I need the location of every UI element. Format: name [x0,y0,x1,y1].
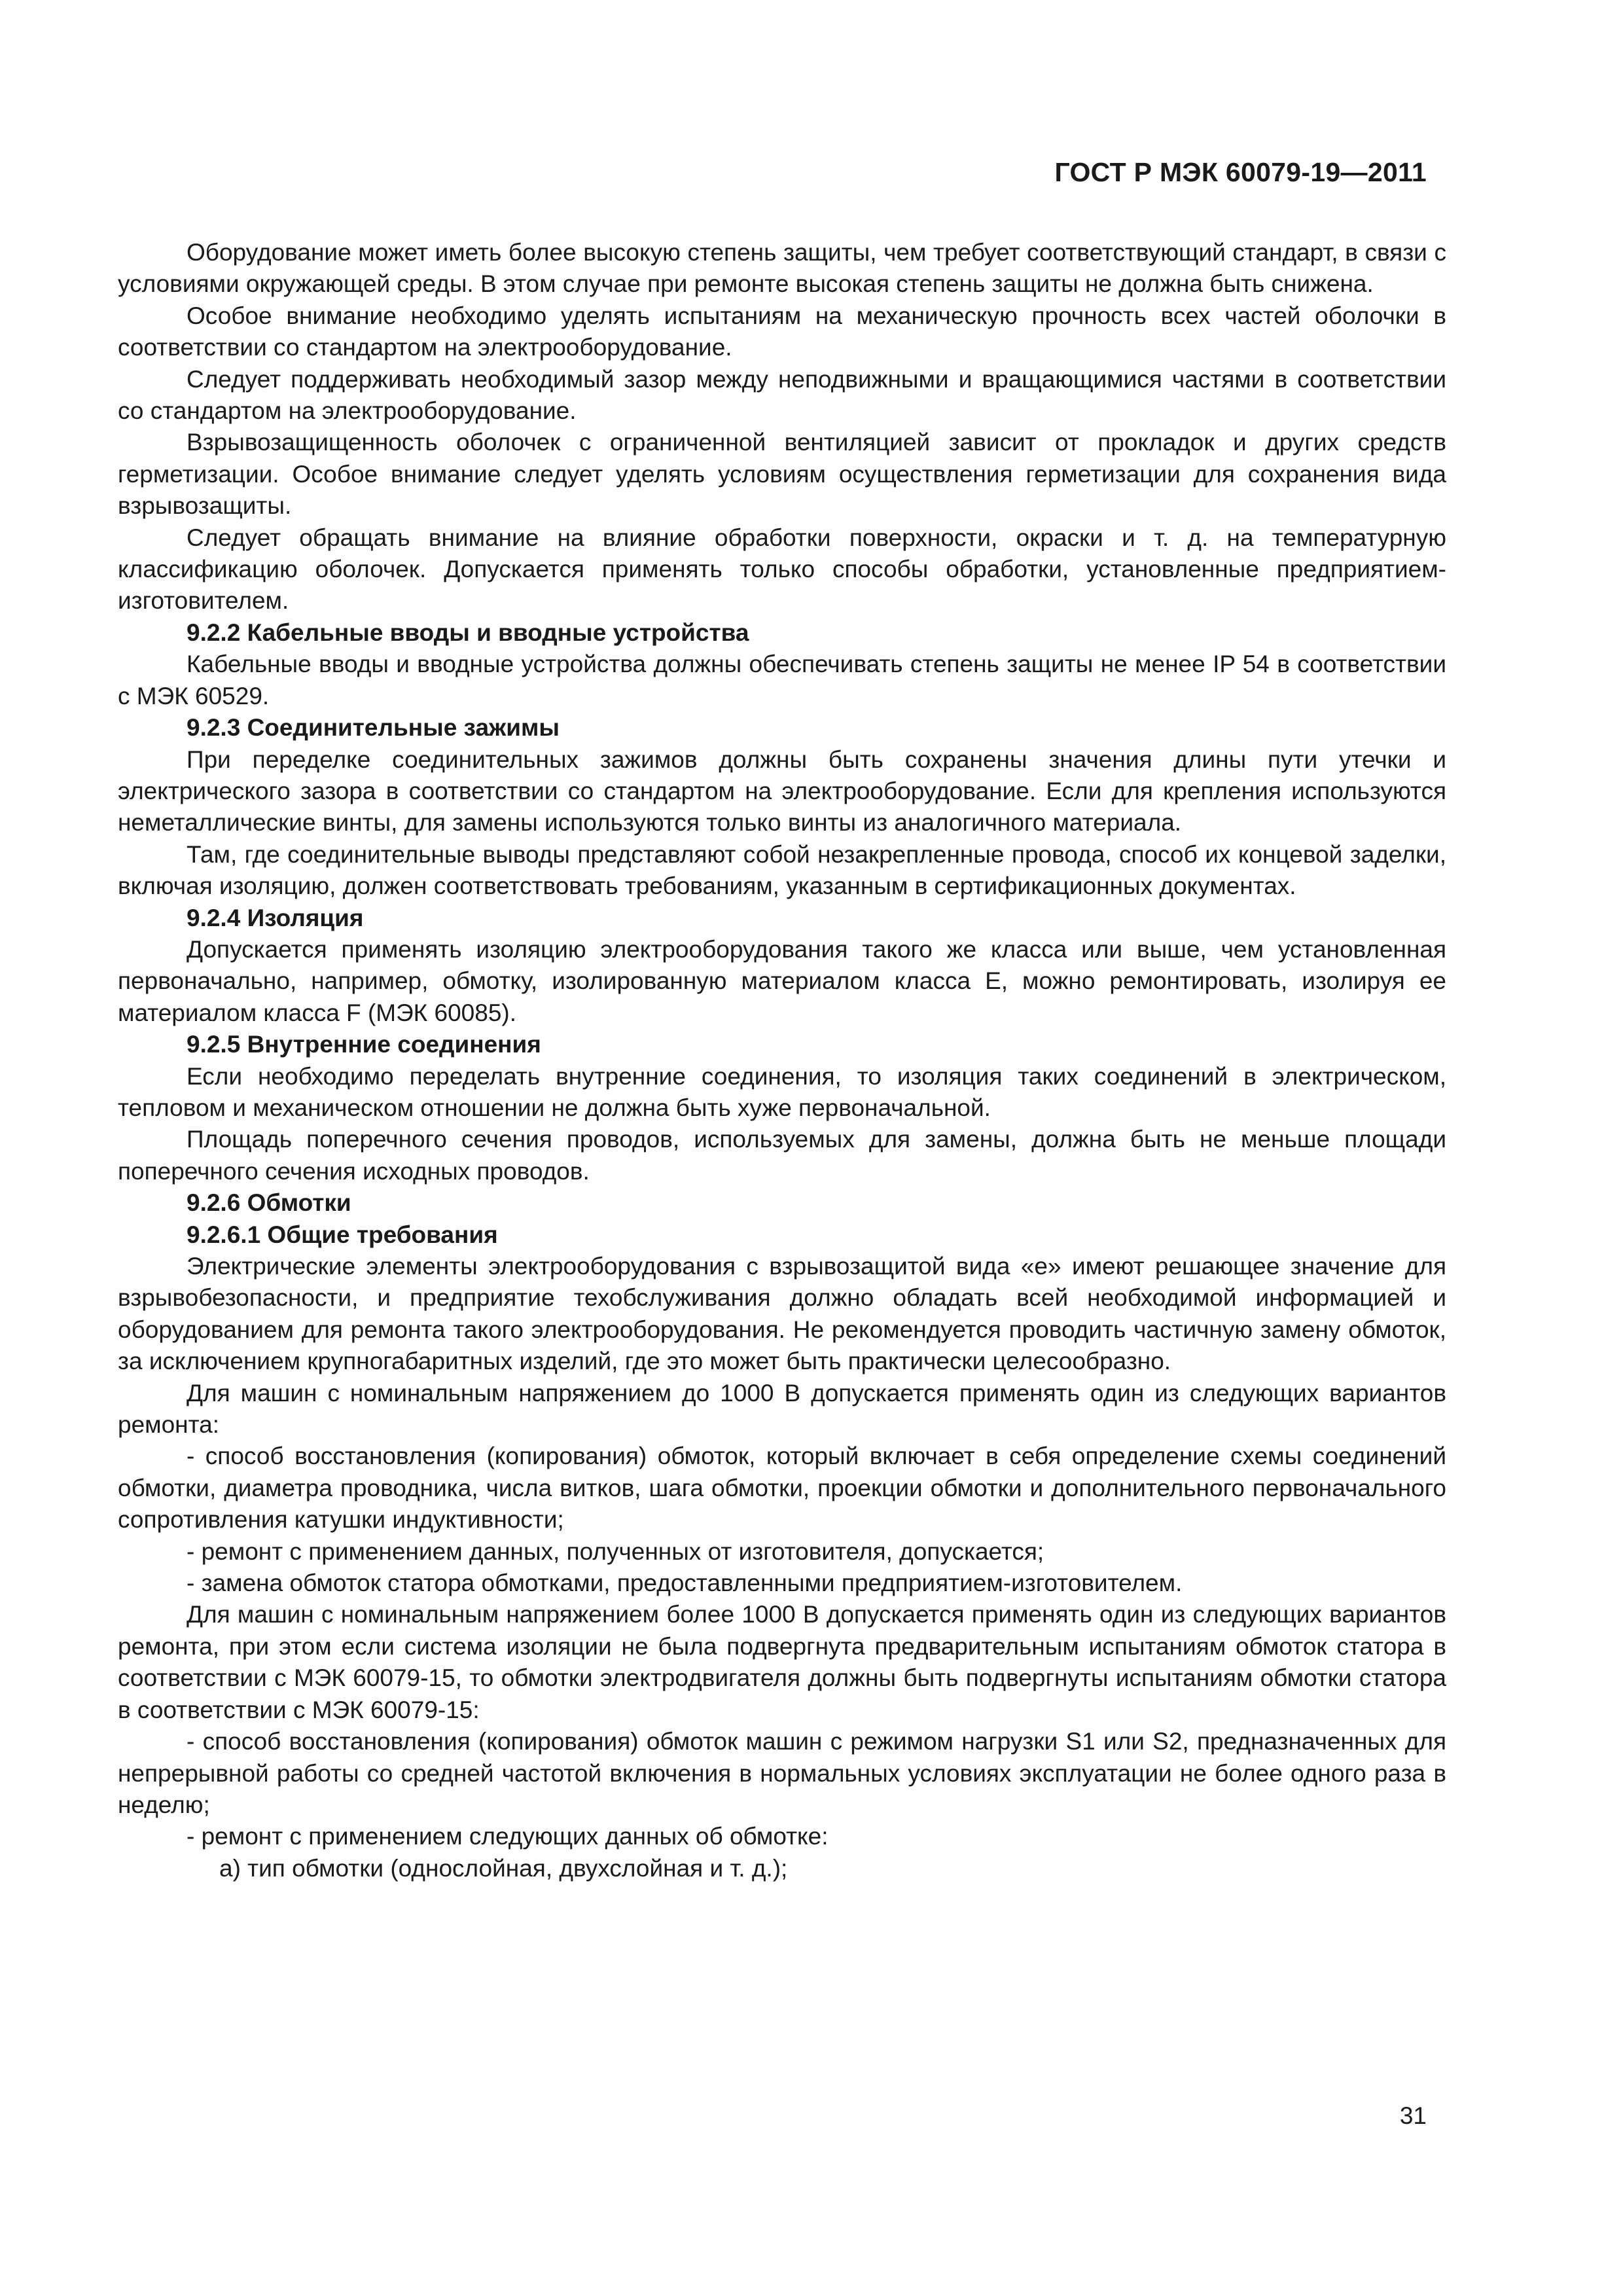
document-header: ГОСТ Р МЭК 60079-19—2011 [1054,157,1427,187]
list-subitem: а) тип обмотки (однослойная, двухслойная и т. д.); [219,1854,788,1882]
paragraph: Оборудование может иметь более высокую степень защиты, чем требует соответствующий стандарт, в связи с условиями окружающей среды. В этом случае при ремонте высокая степень защиты не должна быть снижена. [118,239,1446,298]
paragraph: Площадь поперечного сечения проводов, используемых для замены, должна быть не меньше площади поперечного сечения исходных проводов. [118,1126,1446,1185]
page-number: 31 [1399,2102,1427,2129]
list-item: - ремонт с применением следующих данных об обмотке: [187,1823,829,1850]
paragraph: Допускается применять изоляцию электрооборудования такого же класса или выше, чем установленная первоначально, например, обмотку, изолированную материалом класса Е, можно ремонтировать, изолируя ее материалом класса F (МЭК 60085). [118,935,1446,1026]
paragraph: Для машин с номинальным напряжением более 1000 В допускается применять один из следующих вариантов ремонта, при этом если система изоляции не была подвергнута предварительным испытаниям обмоток статора в соответствии с МЭК 60079-15, то обмотки электродвигателя должны быть подвергнуты испытаниям обмотки статора в соответствии с МЭК 60079-15: [118,1601,1446,1723]
paragraph: При переделке соединительных зажимов должны быть сохранены значения длины пути утечки и электрического зазора в соответствии со стандартом на электрооборудование. Если для крепления используются неметаллические винты, для замены используются только винты из аналогичного материала. [118,745,1446,836]
list-item: - ремонт с применением данных, полученных от изготовителя, допускается; [187,1537,1044,1565]
paragraph: Взрывозащищенность оболочек с ограниченной вентиляцией зависит от прокладок и других средств герметизации. Особое внимание следует уделять условиям осуществления герметизации для сохранения вида взрывозащиты. [118,429,1446,520]
paragraph: Если необходимо переделать внутренние соединения, то изоляция таких соединений в электрическом, тепловом и механическом отношении не должна быть хуже первоначальной. [118,1062,1446,1121]
section-heading-9-2-2: 9.2.2 Кабельные вводы и вводные устройства [187,619,749,646]
paragraph: Для машин с номинальным напряжением до 1000 В допускается применять один из следующих вариантов ремонта: [118,1379,1446,1439]
list-item: - замена обмоток статора обмотками, предоставленными предприятием-изготовителем. [187,1570,1183,1597]
document-body [118,237,1446,1884]
section-heading-9-2-3: 9.2.3 Соединительные зажимы [187,714,560,742]
section-heading-9-2-5: 9.2.5 Внутренние соединения [187,1031,541,1058]
list-item: - способ восстановления (копирования) обмоток машин с режимом нагрузки S1 или S2, предназначенных для непрерывной работы со средней частотой включения в нормальных условиях эксплуатации не более одного раза в неделю; [118,1728,1446,1818]
paragraph: Там, где соединительные выводы представляют собой незакрепленные провода, способ их концевой заделки, включая изоляцию, должен соответствовать требованиям, указанным в сертификационных документах. [118,840,1446,900]
paragraph: Следует обращать внимание на влияние обработки поверхности, окраски и т. д. на температурную классификацию оболочек. Допускается применять только способы обработки, установленные предприятием-изготовителем. [118,524,1446,615]
paragraph: Электрические элементы электрооборудования с взрывозащитой вида «е» имеют решающее значение для взрывобезопасности, и предприятие техобслуживания должно обладать всей необходимой информацией и оборудованием для ремонта такого электрооборудования. Не рекомендуется проводить частичную замену обмоток, за исключением крупногабаритных изделий, где это может быть практически целесообразно. [118,1253,1446,1375]
list-item: - способ восстановления (копирования) обмоток, который включает в себя определение схемы соединений обмотки, диаметра проводника, числа витков, шага обмотки, проекции обмотки и дополнительного первоначального сопротивления катушки индуктивности; [118,1443,1446,1534]
section-heading-9-2-4: 9.2.4 Изоляция [187,904,364,931]
section-heading-9-2-6-1: 9.2.6.1 Общие требования [187,1221,498,1248]
paragraph: Следует поддерживать необходимый зазор между неподвижными и вращающимися частями в соответствии со стандартом на электрооборудование. [118,365,1446,425]
paragraph: Особое внимание необходимо уделять испытаниям на механическую прочность всех частей оболочки в соответствии со стандартом на электрооборудование. [118,302,1446,361]
section-heading-9-2-6: 9.2.6 Обмотки [187,1189,351,1217]
paragraph: Кабельные вводы и вводные устройства должны обеспечивать степень защиты не менее IP 54 в соответствии с МЭК 60529. [118,651,1446,709]
